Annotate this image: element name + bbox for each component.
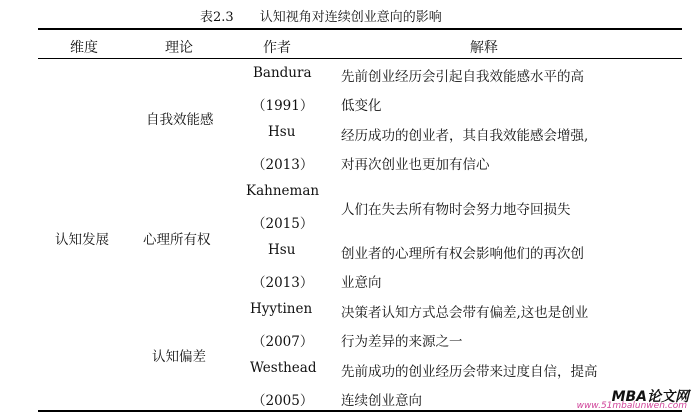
author-year: （2013） xyxy=(252,157,314,173)
explanation-line: 业意向 xyxy=(341,275,382,291)
explanation-line: 创业者的心理所有权会影响他们的再次创 xyxy=(341,246,584,262)
theory-psychological-ownership: 心理所有权 xyxy=(143,232,211,248)
header-rule xyxy=(38,58,682,59)
explanation-line: 对再次创业也更加有信心 xyxy=(341,157,490,173)
header-dimension: 维度 xyxy=(70,40,98,56)
author-name: Kahneman xyxy=(246,183,320,199)
explanation-line: 先前创业经历会引起自我效能感水平的高 xyxy=(341,69,584,85)
explanation-line: 人们在失去所有物时会努力地夺回损失 xyxy=(341,202,571,218)
author-name: Hsu xyxy=(268,242,296,258)
table-number: 表2.3 xyxy=(200,10,234,25)
table-caption xyxy=(200,6,442,25)
author-name: Bandura xyxy=(253,65,312,81)
explanation-line: 连续创业意向 xyxy=(341,393,422,409)
explanation-line: 行为差异的来源之一 xyxy=(341,334,463,350)
header-explanation: 解释 xyxy=(470,40,498,56)
header-theory: 理论 xyxy=(165,40,193,56)
theory-cognitive-bias: 认知偏差 xyxy=(152,349,206,365)
watermark-url: www.51mbalunwen.com xyxy=(576,401,687,411)
explanation-line: 先前成功的创业经历会带来过度自信，提高 xyxy=(341,364,598,380)
explanation-line: 决策者认知方式总会带有偏差,这也是创业 xyxy=(341,305,589,321)
author-year: （1991） xyxy=(252,98,314,114)
author-year: （2005） xyxy=(252,393,314,409)
explanation-line: 低变化 xyxy=(341,98,382,114)
table-title: 认知视角对连续创业意向的影响 xyxy=(259,10,442,25)
author-name: Hsu xyxy=(268,124,296,140)
explanation-line: 经历成功的创业者，其自我效能感会增强, xyxy=(341,128,589,144)
header-author: 作者 xyxy=(263,40,291,56)
theory-self-efficacy: 自我效能感 xyxy=(146,112,214,128)
watermark-brand: MBA论文网 xyxy=(611,389,689,405)
author-name: Hyytinen xyxy=(250,301,313,317)
author-year: （2015） xyxy=(252,216,314,232)
author-year: （2007） xyxy=(252,334,314,350)
dimension-cell: 认知发展 xyxy=(55,232,109,248)
author-year: （2013） xyxy=(252,275,314,291)
author-name: Westhead xyxy=(250,360,317,376)
top-rule xyxy=(38,28,682,30)
